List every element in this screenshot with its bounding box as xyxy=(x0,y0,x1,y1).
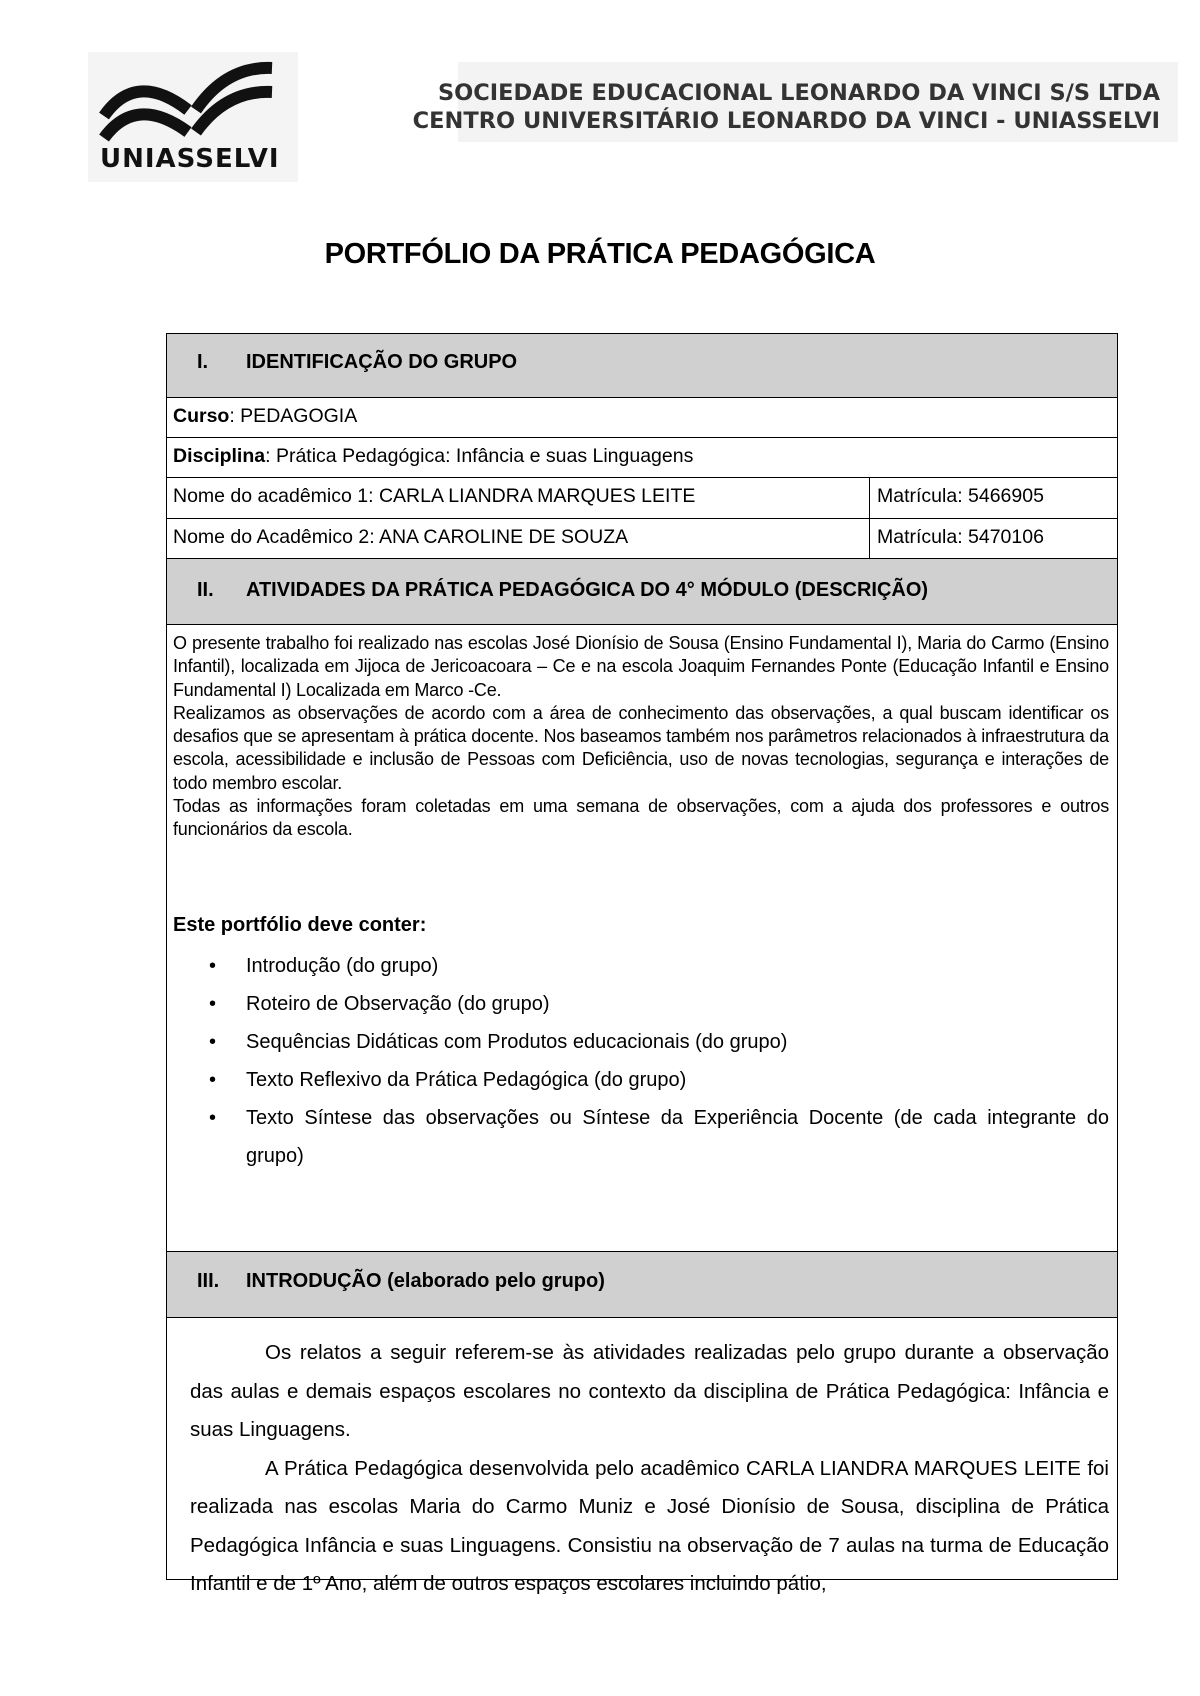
section-introduction-header xyxy=(167,1252,1117,1318)
disciplina-value: : Prática Pedagógica: Infância e suas Linguagens xyxy=(265,445,694,467)
logo-text: UNIASSELVI xyxy=(100,144,280,174)
disciplina-row xyxy=(167,438,1117,478)
description-paragraph: Todas as informações foram coletadas em uma semana de observações, com a ajuda dos professores e outros funcionários da escola. xyxy=(173,796,1109,840)
university-name: CENTRO UNIVERSITÁRIO LEONARDO DA VINCI - UNIASSELVI xyxy=(412,108,1160,134)
institution-name: SOCIEDADE EDUCACIONAL LEONARDO DA VINCI S/S LTDA xyxy=(437,80,1160,106)
column-divider xyxy=(869,519,870,558)
student-row xyxy=(167,478,1117,519)
list-item xyxy=(173,1099,1109,1175)
curso-field xyxy=(173,405,357,428)
section-activities-header xyxy=(167,559,1117,625)
column-divider xyxy=(869,478,870,518)
page-title: PORTFÓLIO DA PRÁTICA PEDAGÓGICA xyxy=(324,238,876,270)
section-number: I. xyxy=(197,351,209,373)
list-item xyxy=(173,1023,1109,1061)
section-identification-header xyxy=(167,334,1117,398)
curso-label: Curso xyxy=(173,405,230,427)
bullet-icon: • xyxy=(209,1107,217,1129)
section-number: II. xyxy=(197,579,214,601)
portfolio-contents-heading: Este portfólio deve conter: xyxy=(173,914,427,936)
introduction-paragraph: Os relatos a seguir referem-se às atividades realizadas pelo grupo durante a observação das aulas e demais espaços escolares no contexto da disciplina de Prática Pedagógica: Infância e suas Linguagens. xyxy=(190,1341,1109,1441)
description-paragraph: Realizamos as observações de acordo com a área de conhecimento das observações, a qual buscam identificar os desafios que se apresentam à prática docente. Nos baseamos também nos parâmetros relacionados à infraestrutura da escola, acessibilidade e inclusão de Pessoas com Deficiência, uso de novas tecnologias, segurança e interações de todo membro escolar. xyxy=(173,702,1109,793)
portfolio-contents-list xyxy=(173,947,1109,1175)
student-name: Nome do Acadêmico 2: ANA CAROLINE DE SOUZA xyxy=(173,526,629,548)
uniasselvi-logo xyxy=(88,52,298,182)
activities-body xyxy=(167,625,1117,1252)
student-matricula: Matrícula: 5470106 xyxy=(877,526,1044,548)
portfolio-table xyxy=(166,333,1118,1595)
disciplina-label: Disciplina xyxy=(173,445,266,467)
curso-value: : PEDAGOGIA xyxy=(229,405,358,427)
logo-arcs-icon xyxy=(96,58,286,148)
institution-header xyxy=(412,62,1178,142)
section-number: III. xyxy=(197,1270,220,1292)
disciplina-field xyxy=(173,445,693,468)
introduction-paragraph: A Prática Pedagógica desenvolvida pelo acadêmico CARLA LIANDRA MARQUES LEITE foi realizada nas escolas Maria do Carmo Muniz e José Dionísio de Sousa, disciplina de Prática Pedagógica Infância e suas Linguagens. Consistiu na observação de 7 aulas na turma de Educação Infantil e de 1º Ano, além de outros espaços escolares incluindo pátio, xyxy=(190,1456,1109,1595)
list-item xyxy=(173,1061,1109,1099)
bullet-icon: • xyxy=(209,993,217,1015)
description-paragraph: O presente trabalho foi realizado nas escolas José Dionísio de Sousa (Ensino Fundamental I), Maria do Carmo (Ensino Infantil), localizada em Jijoca de Jericoacoara – Ce e na escola Joaquim Fernandes Ponte (Educação Infantil e Ensino Fundamental I) Localizada em Marco -Ce. xyxy=(173,633,1109,700)
bullet-icon: • xyxy=(209,955,217,977)
section-title: IDENTIFICAÇÃO DO GRUPO xyxy=(246,351,518,373)
list-item-text: Texto Síntese das observações ou Síntese da Experiência Docente (de cada integrante do grupo) xyxy=(246,1107,1109,1167)
introduction-text xyxy=(190,1334,1109,1604)
activities-description xyxy=(173,632,1109,842)
student-name: Nome do acadêmico 1: CARLA LIANDRA MARQUES LEITE xyxy=(173,485,696,507)
bullet-icon: • xyxy=(209,1069,217,1091)
student-row xyxy=(167,519,1117,559)
list-item-text: Roteiro de Observação (do grupo) xyxy=(246,993,550,1015)
list-item xyxy=(173,985,1109,1023)
curso-row xyxy=(167,398,1117,438)
list-item-text: Sequências Didáticas com Produtos educacionais (do grupo) xyxy=(246,1031,788,1053)
section-title: ATIVIDADES DA PRÁTICA PEDAGÓGICA DO 4° MÓDULO (DESCRIÇÃO) xyxy=(246,579,929,601)
list-item xyxy=(173,947,1109,985)
list-item-text: Texto Reflexivo da Prática Pedagógica (do grupo) xyxy=(246,1069,687,1091)
student-matricula: Matrícula: 5466905 xyxy=(877,485,1044,507)
section-title: INTRODUÇÃO (elaborado pelo grupo) xyxy=(246,1270,605,1292)
bullet-icon: • xyxy=(209,1031,217,1053)
list-item-text: Introdução (do grupo) xyxy=(246,955,439,977)
